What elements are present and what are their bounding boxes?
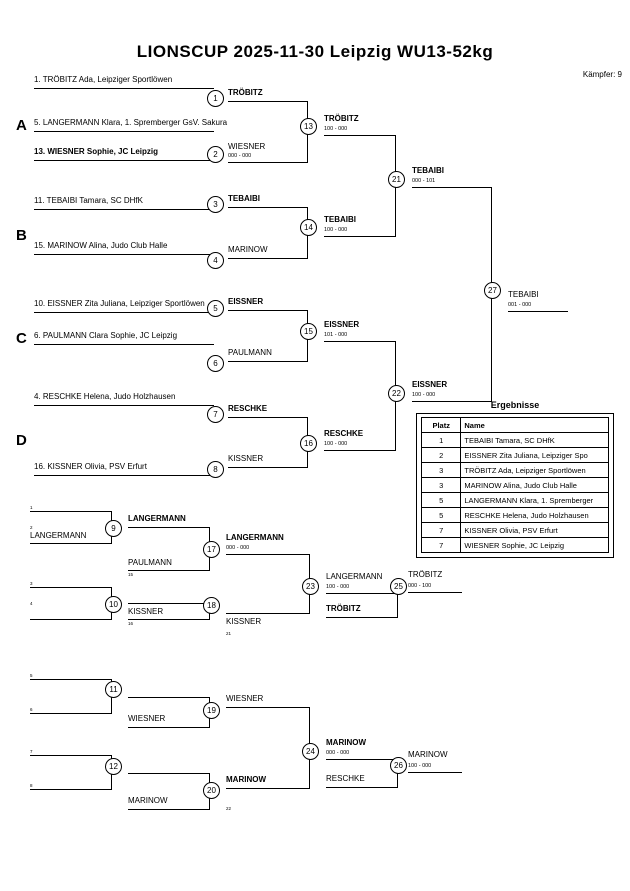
winner-19-name: WIESNER — [226, 694, 264, 703]
line-winner-12 — [128, 773, 210, 774]
rep-line-troebitz — [326, 617, 398, 618]
winner-3-name: TEBAIBI — [228, 194, 260, 203]
match-circle-18[interactable]: 18 — [203, 597, 220, 614]
fighter-count-label: Kämpfer: 9 — [582, 70, 622, 79]
entrant-6: 10. EISSNER Zita Juliana, Leipziger Sportlöwen — [34, 299, 205, 308]
winner-2-score: 000 - 000 — [228, 153, 252, 159]
winner-25-name: TRÖBITZ — [408, 570, 443, 579]
table-row — [422, 448, 609, 463]
line-entrant-2 — [34, 131, 214, 132]
match-circle-13[interactable]: 13 — [300, 118, 317, 135]
table-row — [422, 523, 609, 538]
rep-line-8 — [30, 789, 112, 790]
rep-line-reschke — [326, 787, 398, 788]
winner-17-name: LANGERMANN — [226, 533, 284, 542]
match-circle-26[interactable]: 26 — [390, 757, 407, 774]
results-header-row — [422, 418, 609, 433]
line-entrant-7 — [34, 344, 214, 345]
entrant-3: 13. WIESNER Sophie, JC Leipzig — [34, 147, 159, 156]
winner-7-name: RESCHKE — [228, 404, 268, 413]
line-winner-3 — [228, 207, 308, 208]
match-circle-21[interactable]: 21 — [388, 171, 405, 188]
line-winner-6 — [228, 361, 308, 362]
line-winner-1 — [228, 101, 308, 102]
entrant-7: 6. PAULMANN Clara Sophie, JC Leipzig — [34, 331, 178, 340]
repechage-name-langermann-1: LANGERMANN — [30, 531, 87, 540]
result-name: RESCHKE Helena, Judo Holzhausen — [461, 508, 609, 523]
line-winner-16 — [324, 450, 396, 451]
match-circle-12[interactable]: 12 — [105, 758, 122, 775]
line-entrant-9 — [34, 475, 214, 476]
repechage-name-kissner-1: KISSNER — [128, 607, 164, 616]
match-circle-3[interactable]: 3 — [207, 196, 224, 213]
repechage-seed-21: 21 — [226, 631, 232, 636]
match-circle-15[interactable]: 15 — [300, 323, 317, 340]
pool-label-d: D — [16, 432, 27, 449]
entrant-5: 15. MARINOW Alina, Judo Club Halle — [34, 241, 168, 250]
winner-2-name: WIESNER — [228, 142, 266, 151]
winner-21-score: 000 - 101 — [412, 178, 436, 184]
results-col-platz: Platz — [422, 418, 461, 433]
match-circle-8[interactable]: 8 — [207, 461, 224, 478]
repechage-seed-3: 3 — [30, 581, 33, 586]
winner-15-name: EISSNER — [324, 320, 360, 329]
line-entrant-1 — [34, 88, 214, 89]
line-entrant-4 — [34, 209, 214, 210]
match-circle-19[interactable]: 19 — [203, 702, 220, 719]
rep-line-16 — [128, 619, 210, 620]
result-platz: 2 — [422, 448, 461, 463]
line-entrant-6 — [34, 312, 214, 313]
result-platz: 7 — [422, 523, 461, 538]
winner-27-name: TEBAIBI — [508, 290, 539, 299]
result-platz: 1 — [422, 433, 461, 448]
line-winner-11 — [128, 697, 210, 698]
entrant-8: 4. RESCHKE Helena, Judo Holzhausen — [34, 392, 176, 401]
pool-label-a: A — [16, 117, 27, 134]
line-winner-15 — [324, 341, 396, 342]
line-winner-18 — [226, 613, 310, 614]
table-row — [422, 478, 609, 493]
line-winner-8 — [228, 467, 308, 468]
results-title: Ergebnisse — [490, 400, 540, 410]
winner-22-name: EISSNER — [412, 380, 448, 389]
match-circle-7[interactable]: 7 — [207, 406, 224, 423]
rep-line-7 — [30, 755, 112, 756]
winner-9-name: LANGERMANN — [128, 514, 186, 523]
winner-8-name: KISSNER — [228, 454, 264, 463]
repechage-seed-1: 1 — [30, 505, 33, 510]
line-winner-23 — [326, 593, 398, 594]
match-circle-6[interactable]: 6 — [207, 355, 224, 372]
winner-20-name: MARINOW — [226, 775, 266, 784]
result-platz: 7 — [422, 538, 461, 553]
result-name: TRÖBITZ Ada, Leipziger Sportlöwen — [461, 463, 609, 478]
match-circle-17[interactable]: 17 — [203, 541, 220, 558]
result-name: EISSNER Zita Juliana, Leipziger Spo — [461, 448, 609, 463]
winner-27-score: 001 - 000 — [508, 302, 532, 308]
pool-label-b: B — [16, 227, 27, 244]
match-circle-14[interactable]: 14 — [300, 219, 317, 236]
winner-26-score: 100 - 000 — [408, 763, 432, 769]
line-winner-24 — [326, 759, 398, 760]
line-winner-26 — [408, 772, 462, 773]
line-entrant-5 — [34, 254, 214, 255]
results-box — [416, 413, 614, 558]
rep-line-4 — [30, 619, 112, 620]
result-platz: 3 — [422, 463, 461, 478]
repechage-seed-2: 2 — [30, 525, 33, 530]
winner-5-name: EISSNER — [228, 297, 264, 306]
results-panel — [416, 400, 614, 558]
line-winner-10 — [128, 603, 210, 604]
rep-line-6 — [30, 713, 112, 714]
entrant-9: 16. KISSNER Olivia, PSV Erfurt — [34, 462, 147, 471]
result-name: LANGERMANN Klara, 1. Spremberger — [461, 493, 609, 508]
result-platz: 5 — [422, 508, 461, 523]
repechage-name-troebitz: TRÖBITZ — [326, 604, 361, 613]
pool-label-c: C — [16, 330, 27, 347]
line-winner-9 — [128, 527, 210, 528]
match-circle-11[interactable]: 11 — [105, 681, 122, 698]
winner-6-name: PAULMANN — [228, 348, 272, 357]
results-table — [421, 417, 609, 553]
match-circle-4[interactable]: 4 — [207, 252, 224, 269]
repechage-name-paulmann: PAULMANN — [128, 558, 172, 567]
line-winner-14 — [324, 236, 396, 237]
line-winner-17 — [226, 554, 310, 555]
rep-line-2 — [30, 543, 112, 544]
line-winner-20 — [226, 788, 310, 789]
line-winner-5 — [228, 310, 308, 311]
winner-24-score: 000 - 000 — [326, 750, 350, 756]
winner-23-score: 100 - 000 — [326, 584, 350, 590]
rep-line-3 — [30, 587, 112, 588]
repechage-seed-15: 15 — [128, 572, 134, 577]
table-row — [422, 493, 609, 508]
winner-24-name: MARINOW — [326, 738, 366, 747]
entrant-2: 5. LANGERMANN Klara, 1. Spremberger GsV. Sakura — [34, 118, 228, 127]
match-circle-2[interactable]: 2 — [207, 146, 224, 163]
repechage-name-marinow-lower: MARINOW — [128, 796, 168, 805]
repechage-seed-7: 7 — [30, 749, 33, 754]
repechage-seed-5: 5 — [30, 673, 33, 678]
line-winner-21 — [412, 187, 492, 188]
winner-13-name: TRÖBITZ — [324, 114, 359, 123]
line-winner-27 — [508, 311, 568, 312]
rep-line-20b — [128, 809, 210, 810]
winner-21-name: TEBAIBI — [412, 166, 444, 175]
page-title: LIONSCUP 2025-11-30 Leipzig WU13-52kg — [136, 42, 494, 61]
match-circle-10[interactable]: 10 — [105, 596, 122, 613]
result-name: KISSNER Olivia, PSV Erfurt — [461, 523, 609, 538]
line-entrant-8 — [34, 405, 214, 406]
repechage-seed-4: 4 — [30, 601, 33, 606]
match-circle-16[interactable]: 16 — [300, 435, 317, 452]
rep-conn-25 — [397, 593, 398, 617]
match-circle-9[interactable]: 9 — [105, 520, 122, 537]
winner-13-score: 100 - 000 — [324, 126, 348, 132]
winner-22-score: 100 - 000 — [412, 392, 436, 398]
rep-line-5 — [30, 679, 112, 680]
winner-18-name: KISSNER — [226, 617, 262, 626]
repechage-seed-6: 6 — [30, 707, 33, 712]
result-name: TEBAIBI Tamara, SC DHfK — [461, 433, 609, 448]
winner-26-name: MARINOW — [408, 750, 448, 759]
result-name: MARINOW Alina, Judo Club Halle — [461, 478, 609, 493]
repechage-seed-22: 22 — [226, 806, 232, 811]
table-row — [422, 538, 609, 553]
winner-15-score: 101 - 000 — [324, 332, 348, 338]
repechage-name-reschke-lower: RESCHKE — [326, 774, 365, 783]
table-row — [422, 463, 609, 478]
result-name: WIESNER Sophie, JC Leipzig — [461, 538, 609, 553]
line-entrant-3 — [34, 160, 214, 161]
match-circle-1[interactable]: 1 — [207, 90, 224, 107]
winner-23-name: LANGERMANN — [326, 572, 383, 581]
results-col-name: Name — [461, 418, 609, 433]
match-circle-20[interactable]: 20 — [203, 782, 220, 799]
match-circle-23[interactable]: 23 — [302, 578, 319, 595]
match-circle-27[interactable]: 27 — [484, 282, 501, 299]
result-platz: 5 — [422, 493, 461, 508]
table-row — [422, 433, 609, 448]
repechage-seed-16: 16 — [128, 621, 134, 626]
repechage-seed-8: 8 — [30, 783, 33, 788]
winner-14-name: TEBAIBI — [324, 215, 356, 224]
match-circle-5[interactable]: 5 — [207, 300, 224, 317]
match-circle-24[interactable]: 24 — [302, 743, 319, 760]
winner-16-score: 100 - 000 — [324, 441, 348, 447]
winner-16-name: RESCHKE — [324, 429, 364, 438]
line-winner-13 — [324, 135, 396, 136]
line-winner-4 — [228, 258, 308, 259]
repechage-name-wiesner-lower: WIESNER — [128, 714, 166, 723]
line-winner-25 — [408, 592, 462, 593]
rep-line-1 — [30, 511, 112, 512]
result-platz: 3 — [422, 478, 461, 493]
winner-14-score: 100 - 000 — [324, 227, 348, 233]
line-winner-19 — [226, 707, 310, 708]
winner-25-score: 000 - 100 — [408, 583, 432, 589]
winner-17-score: 000 - 000 — [226, 545, 250, 551]
entrant-1: 1. TRÖBITZ Ada, Leipziger Sportlöwen — [34, 75, 173, 84]
table-row — [422, 508, 609, 523]
line-winner-7 — [228, 417, 308, 418]
match-circle-22[interactable]: 22 — [388, 385, 405, 402]
rep-line-19b — [128, 727, 210, 728]
line-winner-2 — [228, 162, 308, 163]
match-circle-25[interactable]: 25 — [390, 578, 407, 595]
entrant-4: 11. TEBAIBI Tamara, SC DHfK — [34, 196, 143, 205]
winner-1-name: TRÖBITZ — [228, 88, 263, 97]
rep-line-15 — [128, 570, 210, 571]
winner-4-name: MARINOW — [228, 245, 268, 254]
